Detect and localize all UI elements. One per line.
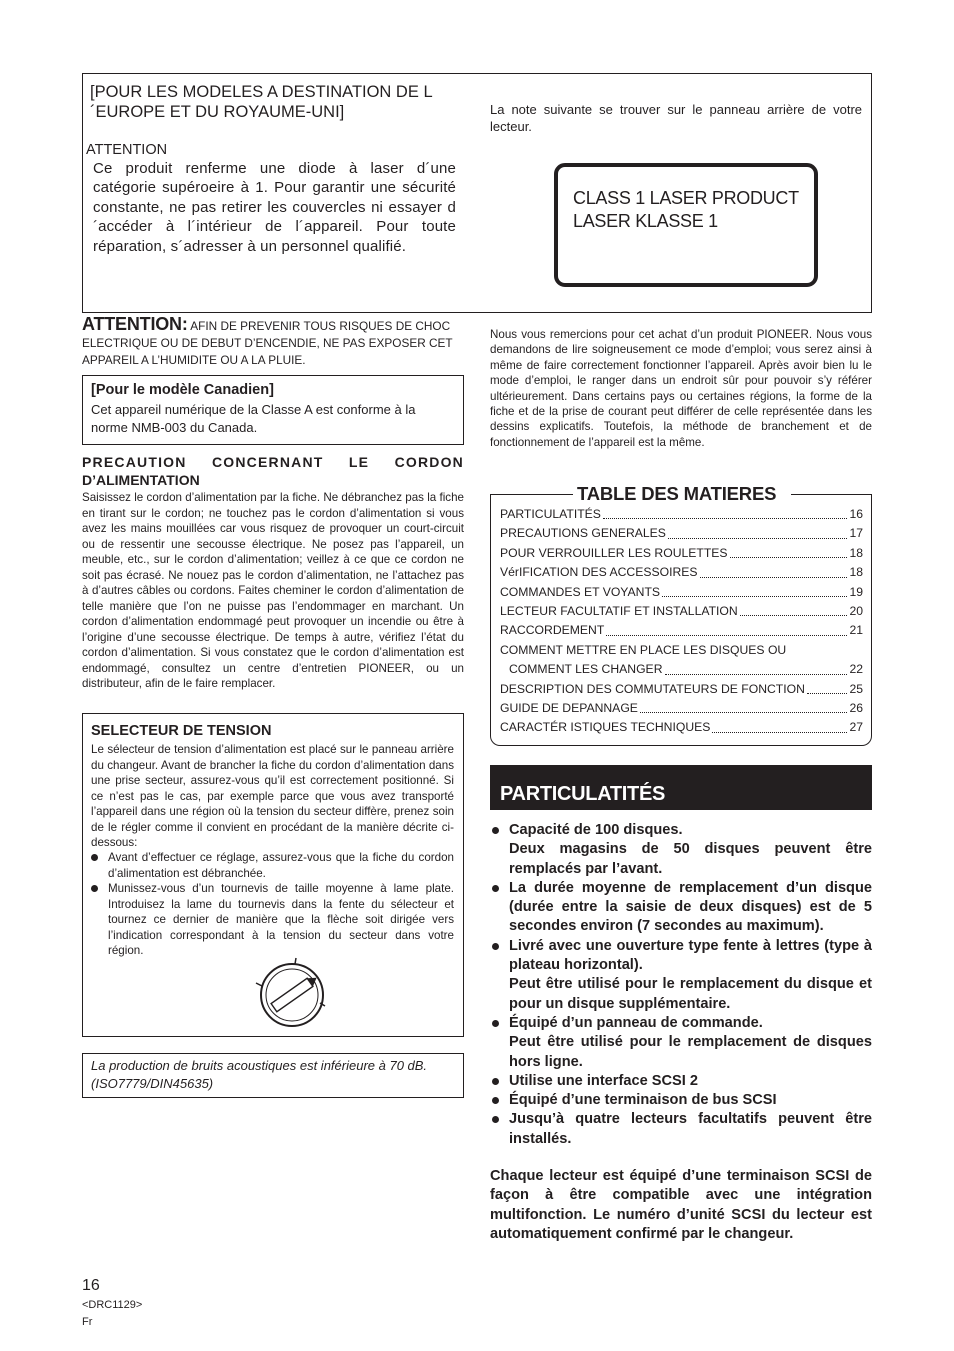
bullet-icon xyxy=(492,885,499,892)
power-cord-precaution-title xyxy=(82,453,464,489)
toc-entry[interactable]: PARTICULATITÉS 16 xyxy=(500,506,863,521)
intro-text: Nous vous remercions pour cet achat d’un produit PIONEER. Nous vous demandons de lire soigneusement ce mode d’emploi; vous serez ainsi à même de faire correctement fonctionner l’appareil. Après avoir bien lu le mode d’emploi, le ranger dans un endroit sûr pour pouvoir s’y référer ultérieurement. Dans certains pays ou certaines régions, la forme de la fiche et de la prise de courant peut différer de celle représentée dans les dessins explicatifs. Toutefois, la méthode de branchement et de fonctionnement de l’appareil est la même. xyxy=(490,328,872,449)
bullet-icon xyxy=(492,1116,499,1123)
list-item: La durée moyenne de remplacement d’un disque (durée entre la saisie de deux disques) est de 5 secondes environ (7 secondes au maximum). xyxy=(490,879,872,937)
toc-entry[interactable]: RACCORDEMENT 21 xyxy=(500,623,863,638)
language-code: Fr xyxy=(82,1316,93,1328)
voltage-selector-title: SELECTEUR DE TENSION xyxy=(91,723,272,739)
noise-note-text: La production de bruits acoustiques est inférieure à 70 dB. (ISO7779/DIN45635) xyxy=(91,1058,428,1091)
toc-title: TABLE DES MATIERES xyxy=(577,483,777,504)
list-item: Équipé d’un panneau de commande. Peut être utilisé pour le remplacement de disques hors ligne. xyxy=(490,1014,872,1072)
canadian-text: Cet appareil numérique de la Classe A est conforme à la norme NMB-003 du Canada. xyxy=(91,402,416,435)
bullet-icon xyxy=(492,943,499,950)
rear-panel-note: La note suivante se trouver sur le panneau arrière de votre lecteur. xyxy=(490,102,862,134)
toc-entry[interactable]: LECTEUR FACULTATIF ET INSTALLATION 20 xyxy=(500,603,863,618)
voltage-selector-dial-icon xyxy=(252,950,330,1034)
document-code: <DRC1129> xyxy=(82,1299,143,1311)
list-item: Munissez-vous d’un tournevis de taille moyenne à lame plate. Introduisez la lame du tournevis dans la fente du sélecteur et tournez ce dernier de manière que la flèche soit dirigée vers l’indication correspondant à la tension du secteur dans votre région. xyxy=(91,881,454,959)
bullet-icon xyxy=(91,885,98,892)
shock-warning-text: AFIN DE PREVENIR TOUS RISQUES DE CHOC ELECTRIQUE OU DE DEBUT D’ENCENDIE, NE PAS EXPOSER CET APPAREIL A L’HUMIDITE OU A LA PLUIE. xyxy=(82,319,453,367)
eu-uk-heading: [POUR LES MODELES A DESTINATION DE L´EUROPE ET DU ROYAUME-UNI] xyxy=(90,83,433,121)
power-cord-title-line1: PRECAUTION CONCERNANT LE CORDON xyxy=(82,454,464,470)
power-cord-precaution-text: Saisissez le cordon d’alimentation par la fiche. Ne débranchez pas la fiche en tirant sur le cordon; ne touchez pas le cordon d’alimentation si vous avez les mains mouillées car vous risquez de provoquer un court-circuit ou de ressentir une secousse électrique. Ne posez pas l’appareil, un meuble, etc., sur le cordon d’alimentation; veillez à ce que ce cordon ne soit pas écrasé. Ne nouez pas le cordon d’alimentation, ne l’attachez pas à d’autres câbles ou cordons. Faites cheminer le cordon d’alimentation de telle manière que l’on ne puisse pas l’endommager en marchant. Un cordon d’alimentation endommagé peut provoquer un incendie ou être à l’origine d’une secousse électrique. De temps à autre, vérifiez l’état du cordon d’alimentation. Si vous constatez que le cordon d’alimentation est endommagé, consultez un centre d’entretien PIONEER, ou un distributeur, afin de le faire remplacer. xyxy=(82,491,464,690)
attention-word: ATTENTION: xyxy=(82,314,188,334)
list-item: Livré avec une ouverture type fente à lettres (type à plateau horizontal). Peut être utilisé pour le remplacement du disque et pour un disque supplémentaire. xyxy=(490,937,872,1014)
toc-entry[interactable]: PRECAUTIONS GENERALES 17 xyxy=(500,526,863,541)
list-item: Avant d’effectuer ce réglage, assurez-vous que la fiche du cordon d’alimentation est débranchée. xyxy=(91,850,454,881)
toc-entry[interactable]: GUIDE DE DEPANNAGE 26 xyxy=(500,700,863,715)
toc-entry[interactable]: COMMANDES ET VOYANTS 19 xyxy=(500,584,863,599)
list-item: Équipé d’une terminaison de bus SCSI xyxy=(490,1091,872,1110)
power-cord-title-line2: D’ALIMENTATION xyxy=(82,472,200,488)
list-item: Capacité de 100 disques. Deux magasins de 50 disques peuvent être remplacés par l’avant. xyxy=(490,821,872,879)
features-title: PARTICULATITÉS xyxy=(500,783,666,805)
toc-entry[interactable]: VérIFICATION DES ACCESSOIRES 18 xyxy=(500,565,863,580)
scsi-closing-text: Chaque lecteur est équipé d’une terminaison SCSI de façon à être compatible avec une intégration multifonction. Le numéro d’unité SCSI du lecteur est automatiquement confirmé par le changeur. xyxy=(490,1168,872,1242)
toc-entry[interactable]: POUR VERROUILLER LES ROULETTES 18 xyxy=(500,545,863,560)
voltage-selector-steps xyxy=(91,850,454,959)
bullet-icon xyxy=(91,854,98,861)
bullet-icon xyxy=(492,1097,499,1104)
toc-entry[interactable]: COMMENT METTRE EN PLACE LES DISQUES OU xyxy=(500,642,787,657)
bullet-icon xyxy=(492,1078,499,1085)
list-item: Utilise une interface SCSI 2 xyxy=(490,1072,872,1091)
toc-rule-right xyxy=(791,494,872,495)
toc-list xyxy=(500,505,863,738)
laser-attention-label: ATTENTION xyxy=(86,142,168,158)
laser-class-line1: CLASS 1 LASER PRODUCT xyxy=(573,188,799,208)
voltage-selector-text: Le sélecteur de tension d’alimentation est placé sur le panneau arrière du changeur. Avant de brancher la fiche du cordon d’alimentation dans une prise secteur, assurez-vous qu’il est correctement positionné. Si ce n’est pas le cas, par exemple parce que vous avez transporté l’appareil dans une région où la tension du secteur diffère, prenez soin de le régler comme il convient en procédant de la manière décrite ci-dessous: xyxy=(91,743,454,849)
bullet-icon xyxy=(492,827,499,834)
list-item: Jusqu’à quatre lecteurs facultatifs peuvent être installés. xyxy=(490,1110,872,1149)
toc-entry[interactable]: COMMENT LES CHANGER 22 xyxy=(509,662,863,677)
laser-class-line2: LASER KLASSE 1 xyxy=(573,211,718,231)
toc-rule-left xyxy=(490,494,573,495)
page-number: 16 xyxy=(82,1277,100,1294)
canadian-title: [Pour le modèle Canadien] xyxy=(91,382,274,398)
bullet-icon xyxy=(492,1020,499,1027)
shock-warning xyxy=(82,316,463,369)
toc-entry[interactable]: DESCRIPTION DES COMMUTATEURS DE FONCTION 25 xyxy=(500,681,863,696)
laser-attention-text: Ce produit renferme une diode à laser d´une catégorie supéroeire à 1. Pour garantir une sécurité constante, ne pas retirer les couvercles ni essayer d´accéder à l´intérieur de l´appareil. Pour toute réparation, s´adresser à un personnel qualifié. xyxy=(93,160,456,255)
toc-entry[interactable]: CARACTÉR ISTIQUES TECHNIQUES 27 xyxy=(500,720,863,735)
feature-list xyxy=(490,821,872,1149)
